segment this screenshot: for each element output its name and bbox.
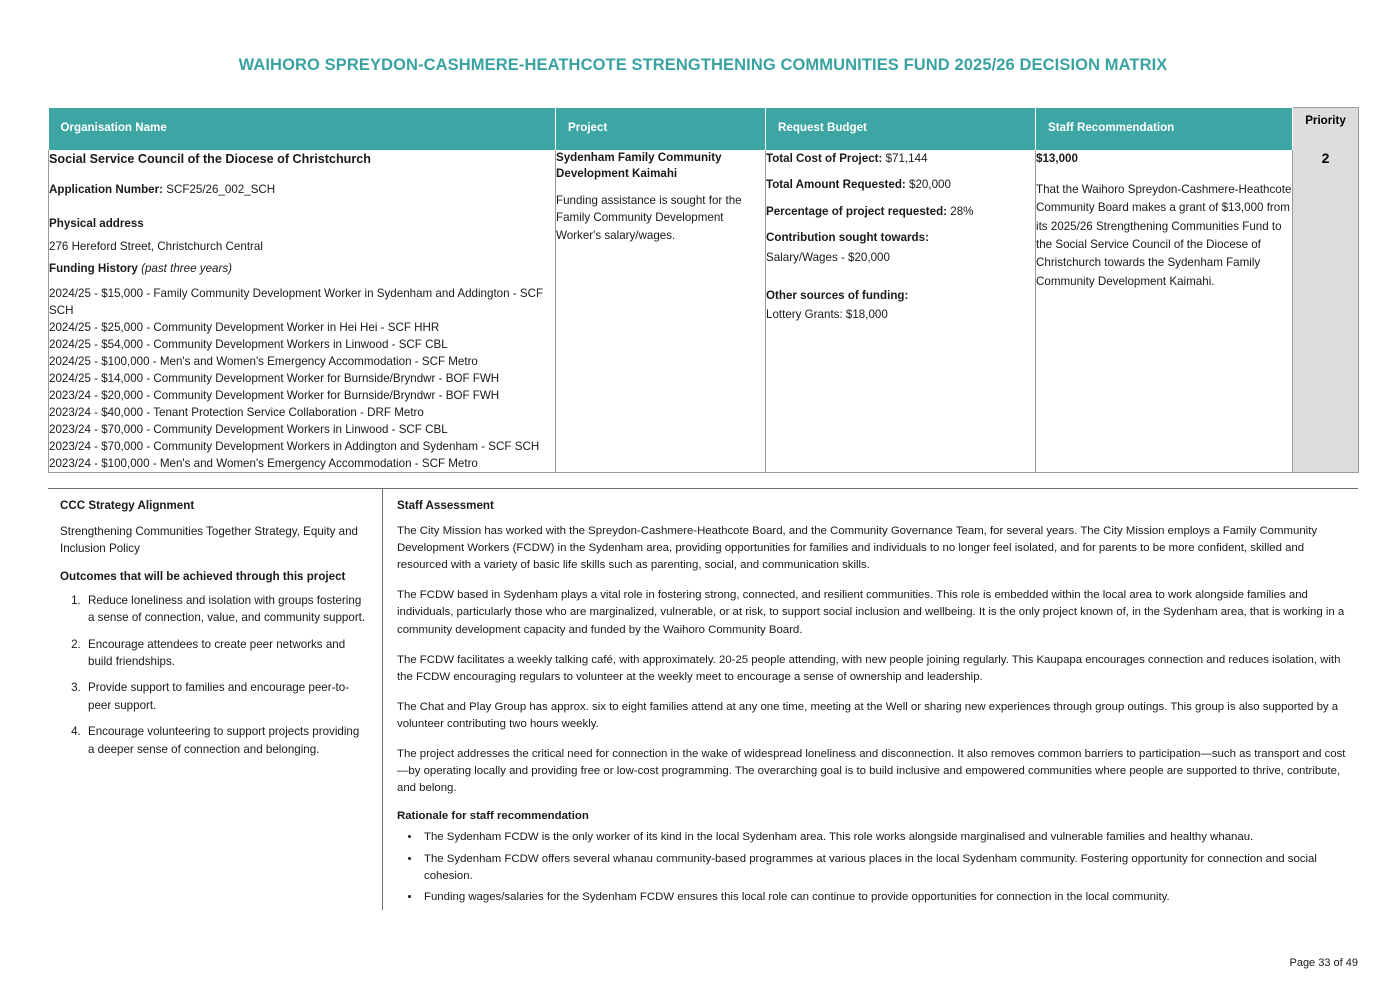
decision-matrix-table [48,107,1359,473]
column-header-request-budget: Request Budget [766,108,1036,150]
list-item: 2023/24 - $100,000 - Men's and Women's Emergency Accommodation - SCF Metro [49,457,478,471]
other-sources-value: Lottery Grants: $18,000 [766,308,888,322]
percentage-of-project-requested [766,203,1035,221]
table-header-row [49,108,1359,150]
project-title: Sydenham Family Community Development Kaimahi [556,150,722,181]
list-item: • The Sydenham FCDW is the only worker of its kind in the local Sydenham area. This role works alongside marginalised and vulnerable families and healthy whanau. [421,829,1352,846]
contribution-sought-value: Salary/Wages - $20,000 [766,250,890,264]
percentage-label: Percentage of project requested: [766,204,948,218]
staff-assessment-heading: Staff Assessment [397,499,494,512]
cell-priority: 2 [1293,150,1359,473]
list-item: 2023/24 - $20,000 - Community Development Worker for Burnside/Bryndwr - BOF FWH [49,389,500,403]
organisation-name: Social Service Council of the Diocese of Christchurch [49,151,371,166]
cell-staff-recommendation [1036,150,1293,473]
assessment-paragraph: The Chat and Play Group has approx. six to eight families attend at any one time, meeting at the Well or sharing new experiences through group outings. This group is also supported by a volunteer contributing two hours weekly. [397,700,1339,730]
total-cost-label: Total Cost of Project: [766,151,883,165]
spacer [766,276,1035,287]
list-item: 2023/24 - $70,000 - Community Development Workers in Addington and Sydenham - SCF SCH [49,440,540,454]
assessment-paragraph: The FCDW based in Sydenham plays a vital role in fostering strong, connected, and resilient communities. This role is embedded within the local area to work alongside families and individuals, particularly those who are marginalized, vulnerable, or at risk, to support social inclusion and wellbeing. It is the only project known of, in the Sydenham area, that is working in a community development capacity and funded by the Waihoro Community Board. [397,589,1345,636]
other-sources-label [766,287,1035,305]
table-row [49,150,1359,473]
funding-history-list [49,285,555,472]
cell-project [556,150,766,473]
cell-organisation [49,150,556,473]
list-item: 2024/25 - $54,000 - Community Development Workers in Linwood - SCF CBL [49,338,448,352]
column-header-project: Project [556,108,766,150]
funding-history-label [49,260,555,278]
application-number-value: SCF25/26_002_SCH [166,182,276,196]
column-header-staff-recommendation: Staff Recommendation [1036,108,1293,150]
staff-assessment-panel [383,489,1358,910]
application-number-label: Application Number: [49,182,164,196]
physical-address-label: Physical address [49,217,144,231]
list-item: • The Sydenham FCDW offers several whanau community-based programmes at various places in the local Sydenham community. Fostering opportunity for connection and social cohesion. [421,851,1352,885]
list-item: 2024/25 - $15,000 - Family Community Development Worker in Sydenham and Addington - SCF SCH [49,287,544,318]
percentage-value: 28% [950,204,974,218]
page-footer: Page 33 of 49 [1289,957,1358,969]
page-title: WAIHORO SPREYDON-CASHMERE-HEATHCOTE STRENGTHENING COMMUNITIES FUND 2025/26 DECISION MATRIX [238,56,1168,74]
list-item: 2. Encourage attendees to create peer networks and build friendships. [84,636,368,671]
column-header-priority: Priority [1293,108,1359,150]
total-cost-value: $71,144 [885,151,928,165]
list-item: 1. Reduce loneliness and isolation with groups fostering a sense of connection, value, and community support. [84,592,368,627]
application-number [49,181,555,199]
list-item: 3. Provide support to families and encourage peer-to-peer support. [84,679,368,714]
list-item: • Funding wages/salaries for the Sydenham FCDW ensures this local role can continue to provide opportunities for connection in the local community. [421,889,1352,906]
contribution-sought-label [766,229,1035,247]
list-item: 2023/24 - $70,000 - Community Development Workers in Linwood - SCF CBL [49,423,448,437]
total-requested-value: $20,000 [909,178,951,192]
list-item: 2024/25 - $14,000 - Community Development Worker for Burnside/Bryndwr - BOF FWH [49,372,500,386]
list-item: 4. Encourage volunteering to support projects providing a deeper sense of connection and belonging. [84,723,368,758]
strategy-alignment-heading: CCC Strategy Alignment [60,499,195,512]
recommendation-text: That the Waihoro Spreydon-Cashmere-Heathcote Community Board makes a grant of $13,000 from its 2025/26 Strengthening Communities Fund to the Social Service Council of the Diocese of Christchurch towards the Sydenham Family Community Development Kaimahi. [1036,183,1292,288]
assessment-paragraph: The project addresses the critical need for connection in the wake of widespread loneliness and disconnection. It also removes common barriers to participation—such as transport and cost—by operating locally and providing free or low-cost programming. The overarching goal is to build inclusive and empowered communities where people are supported to thrive, contribute, and belong. [397,748,1346,795]
total-amount-requested [766,176,1035,194]
assessment-paragraph: The FCDW facilitates a weekly talking café, with approximately. 20-25 people attending, with new people joining regularly. This Kaupapa encourages connection and reduces isolation, with the FCDW encouraging regulars to volunteer at the weekly meet to encourage a sense of ownership and leadership. [397,653,1341,683]
strategy-alignment-panel [48,489,383,910]
list-item: 2024/25 - $100,000 - Men's and Women's Emergency Accommodation - SCF Metro [49,355,478,369]
assessment-paragraph: The City Mission has worked with the Spreydon-Cashmere-Heathcote Board, and the Community Governance Team, for several years. The City Mission employs a Family Community Development Workers (FCDW) in the Sydenham area, providing opportunities for families and individuals to no longer feel isolated, and for parents to be more confident, skilled and resourced with a variety of basic life skills such as parenting, social, and communication skills. [397,525,1318,572]
other-sources-label-text: Other sources of funding: [766,288,909,302]
physical-address-value: 276 Hereford Street, Christchurch Central [49,239,263,253]
spacer [49,204,555,215]
column-header-organisation: Organisation Name [49,108,556,150]
contribution-label-text: Contribution sought towards: [766,231,929,245]
strategy-alignment-text: Strengthening Communities Together Strategy, Equity and Inclusion Policy [60,525,358,556]
funding-history-title: Funding History [49,262,138,276]
outcomes-heading: Outcomes that will be achieved through this project [60,569,346,583]
total-requested-label: Total Amount Requested: [766,178,906,192]
rationale-list [397,829,1352,905]
assessment-section [48,488,1358,910]
recommendation-amount: $13,000 [1036,151,1078,165]
list-item: 2023/24 - $40,000 - Tenant Protection Service Collaboration - DRF Metro [49,406,424,420]
project-description: Funding assistance is sought for the Family Community Development Worker's salary/wages. [556,194,742,242]
outcomes-list [60,592,368,758]
funding-history-note: (past three years) [141,262,232,276]
rationale-heading: Rationale for staff recommendation [397,810,589,823]
cell-request-budget [766,150,1036,473]
list-item: 2024/25 - $25,000 - Community Development Worker in Hei Hei - SCF HHR [49,321,440,335]
total-cost-of-project [766,150,1035,168]
